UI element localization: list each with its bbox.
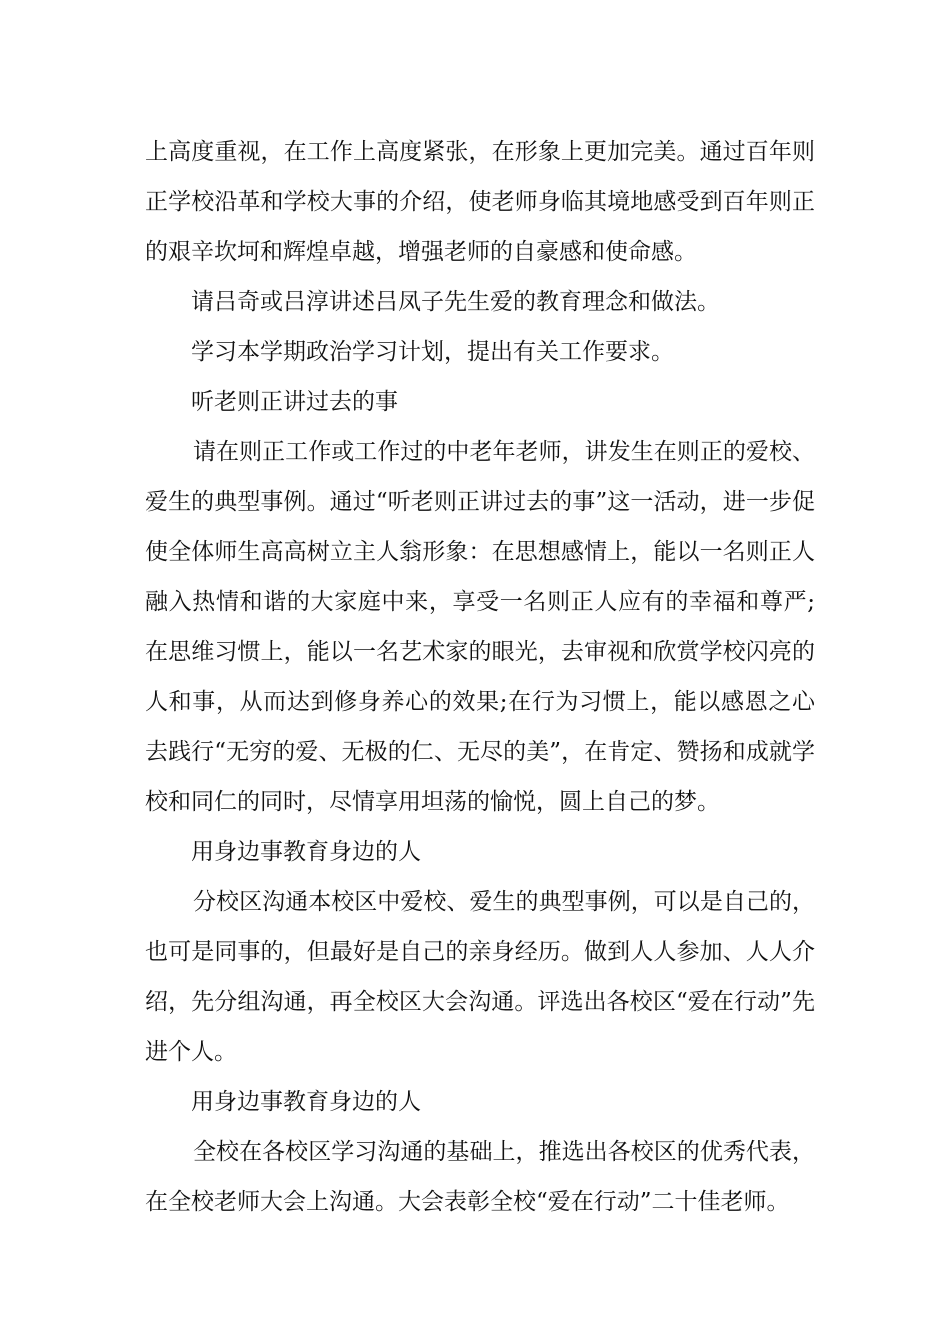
section-heading-campus-examples: 用身边事教育身边的人 <box>191 839 421 865</box>
paragraph-old-stories: 请在则正工作或工作过的中老年老师，讲发生在则正的爱校、爱生的典型事例。通过“听老则正讲过去的事”这一活动，进一步促使全体师生高高树立主人翁形象：在思想感情上，能以一名则正人融入热情和谐的大家庭中来，享受一名则正人应有的幸福和尊严;在思维习惯上，能以一名艺术家的眼光，去审视和欣赏学校闪亮的人和事，从而达到修身养心的效果;在行为习惯上，能以感恩之心去践行“无穷的爱、无极的仁、无尽的美”，在肯定、赞扬和成就学校和同仁的同时，尽情享用坦荡的愉悦，圆上自己的梦。 <box>145 439 815 815</box>
section-heading-school-wide: 用身边事教育身边的人 <box>191 1089 421 1115</box>
paragraph-study-plan: 学习本学期政治学习计划，提出有关工作要求。 <box>191 339 674 365</box>
document-body <box>145 127 815 1227</box>
section-heading-old-stories: 听老则正讲过去的事 <box>191 389 398 415</box>
paragraph-school-wide: 全校在各校区学习沟通的基础上，推选出各校区的优秀代表，在全校老师大会上沟通。大会表彰全校“爱在行动”二十佳老师。 <box>145 1139 815 1215</box>
paragraph-lecture-item: 请吕奇或吕淳讲述吕凤子先生爱的教育理念和做法。 <box>191 289 720 315</box>
paragraph-campus-examples: 分校区沟通本校区中爱校、爱生的典型事例，可以是自己的，也可是同事的，但最好是自己的亲身经历。做到人人参加、人人介绍，先分组沟通，再全校区大会沟通。评选出各校区“爱在行动”先进个人。 <box>145 889 815 1065</box>
paragraph-continuation: 上高度重视，在工作上高度紧张，在形象上更加完美。通过百年则正学校沿革和学校大事的介绍，使老师身临其境地感受到百年则正的艰辛坎坷和辉煌卓越，增强老师的自豪感和使命感。 <box>145 139 815 265</box>
